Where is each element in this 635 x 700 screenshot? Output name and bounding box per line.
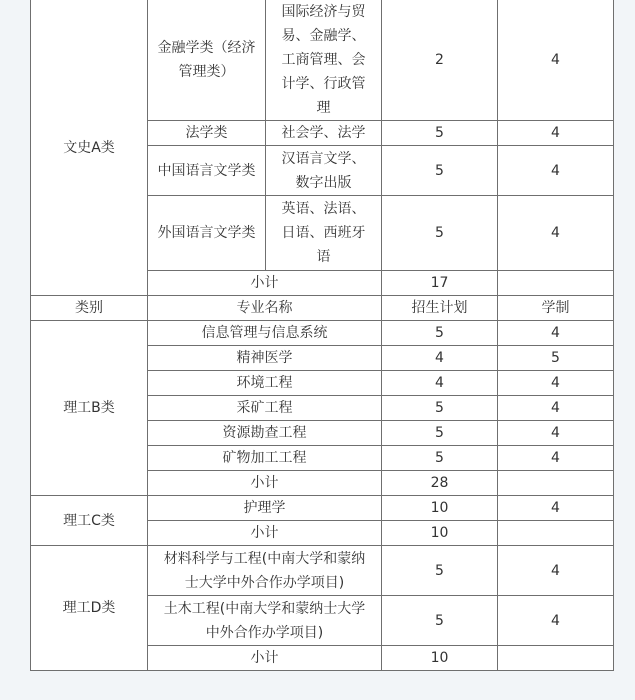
duration-cell: 4 [498,371,614,396]
duration-cell: 4 [498,421,614,446]
major-name-cell: 金融学类（经济管理类） [148,0,266,121]
category-cell: 理工D类 [31,546,148,671]
table-row [31,496,614,521]
major-name-cell: 资源勘查工程 [148,421,382,446]
category-header: 类别 [31,296,148,321]
plan-cell: 5 [382,146,498,196]
table-row [31,546,614,596]
major-name-cell: 精神医学 [148,346,382,371]
plan-cell: 5 [382,196,498,271]
included-majors-cell: 国际经济与贸易、金融学、工商管理、会计学、行政管理 [266,0,382,121]
major-name-cell: 环境工程 [148,371,382,396]
category-cell: 理工B类 [31,321,148,496]
empty-cell [498,271,614,296]
duration-cell: 4 [498,121,614,146]
plan-cell: 5 [382,446,498,471]
subtotal-label: 小计 [148,471,382,496]
duration-cell: 4 [498,196,614,271]
major-name-cell: 外国语言文学类 [148,196,266,271]
empty-cell [498,521,614,546]
category-cell: 文史A类 [31,0,148,296]
major-name-cell: 采矿工程 [148,396,382,421]
empty-cell [498,646,614,671]
subtotal-label: 小计 [148,646,382,671]
plan-cell: 5 [382,596,498,646]
empty-cell [498,471,614,496]
subtotal-value: 10 [382,521,498,546]
plan-cell: 5 [382,396,498,421]
plan-cell: 4 [382,346,498,371]
major-header: 专业名称 [148,296,382,321]
table-row [31,321,614,346]
subtotal-value: 17 [382,271,498,296]
duration-cell: 4 [498,396,614,421]
major-name-cell: 土木工程(中南大学和蒙纳士大学中外合作办学项目) [148,596,382,646]
plan-cell: 5 [382,421,498,446]
header-row [31,296,614,321]
duration-cell: 4 [498,146,614,196]
duration-header: 学制 [498,296,614,321]
plan-cell: 5 [382,546,498,596]
subtotal-label: 小计 [148,521,382,546]
included-majors-cell: 汉语言文学、数字出版 [266,146,382,196]
subtotal-value: 10 [382,646,498,671]
major-name-cell: 法学类 [148,121,266,146]
plan-cell: 4 [382,371,498,396]
included-majors-cell: 社会学、法学 [266,121,382,146]
duration-cell: 5 [498,346,614,371]
major-name-cell: 中国语言文学类 [148,146,266,196]
enrollment-plan-table [30,0,614,671]
plan-header: 招生计划 [382,296,498,321]
plan-cell: 2 [382,0,498,121]
subtotal-label: 小计 [148,271,382,296]
included-majors-cell: 英语、法语、日语、西班牙语 [266,196,382,271]
plan-cell: 10 [382,496,498,521]
duration-cell: 4 [498,596,614,646]
major-name-cell: 信息管理与信息系统 [148,321,382,346]
duration-cell: 4 [498,0,614,121]
duration-cell: 4 [498,546,614,596]
major-name-cell: 护理学 [148,496,382,521]
major-name-cell: 矿物加工工程 [148,446,382,471]
major-name-cell: 材料科学与工程(中南大学和蒙纳士大学中外合作办学项目) [148,546,382,596]
duration-cell: 4 [498,321,614,346]
plan-cell: 5 [382,121,498,146]
duration-cell: 4 [498,496,614,521]
table-row [31,0,614,121]
subtotal-value: 28 [382,471,498,496]
category-cell: 理工C类 [31,496,148,546]
plan-cell: 5 [382,321,498,346]
enrollment-table-container [30,0,614,671]
duration-cell: 4 [498,446,614,471]
